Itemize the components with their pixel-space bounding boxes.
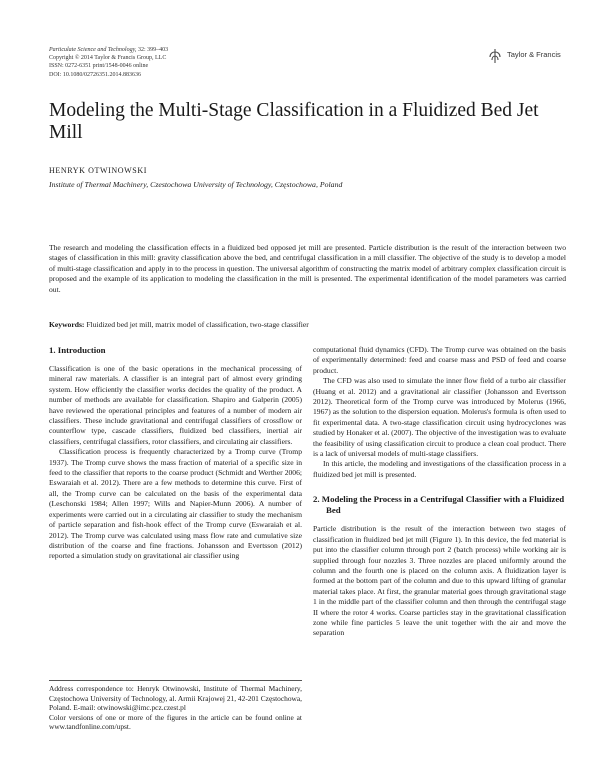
section-heading-introduction: 1. Introduction: [49, 345, 106, 355]
paragraph: Particle distribution is the result of the interaction between two stages of classification in fluidized bed jet mill (Figure 1). In this device, the fed material is put into the classifier column through port 2 (batch process) while working air is supplied through four nozzles 3. Three nozzles are placed uniformly around the column and the fourth one is placed on the column axis. A fluidization layer is formed at the bottom part of the column and due to this upward lifting of granular material takes place. At first, the granular material goes through gravitational stage 1 in the middle part of the classifier column and then through the centrifugal stage II where the rotor 4 works. Coarse particles stay in the gravitational classification zone while fine particles 5 leave the unit together with the air and move the separation: [313, 524, 566, 638]
publisher-name: Taylor & Francis: [507, 50, 561, 59]
author-affiliation: Institute of Thermal Machinery, Czestochowa University of Technology, Częstochowa, Poland: [49, 180, 343, 189]
paragraph: Classification process is frequently characterized by a Tromp curve (Tromp 1937). The Tromp curve shows the mass fraction of material of a specific size in feed to the classifier that reports to the coarse product (Schmidt and Werther 2006; Eswaraiah et al. 2012). There are a few methods to determine this curve. First of all, the Tromp curve can be calculated on the basis of the experimental data (Leschonski 1984; Allen 1997; Wills and Napier-Munn 2006). A number of experiments were carried out in a circulating air classifier to study the mechanism of particle separation and fish-hook effect of the Tromp curve (Eswaraiah et al. 2012). The Tromp curve was calculated using mass flow rate and cumulative size distribution of the coarse and fine fractions. Johansson and Evertsson (2012) reported a simulation study on gravitational air classifier using: [49, 447, 302, 561]
journal-issue: 32: 399–403: [136, 47, 169, 53]
keywords-label: Keywords:: [49, 320, 85, 329]
left-column: [49, 345, 302, 562]
keywords-text: Fluidized bed jet mill, matrix model of classification, two-stage classifier: [84, 320, 309, 329]
paragraph: The CFD was also used to simulate the inner flow field of a turbo air classifier (Huang et al. 2012) and a gravitational air classifier (Johansson and Evertsson 2012). Theoretical form of the Tromp curve was introduced by Molerus (1966, 1967) as the solution to the dispersion equation. Molerus's formula is often used to fit experimental data. A two-stage classification circuit using hydrocyclones was studied by Honaker et al. (2007). The objective of the investigation was to evaluate the feasibility of using classification circuit to produce a clean coal product. There is a lack of universal models of multi-stage classifiers.: [313, 376, 566, 459]
color-note: Color versions of one or more of the figures in the article can be found online at www.tandfonline.com/upst.: [49, 712, 302, 732]
doi-line: DOI: 10.1080/02726351.2014.883636: [49, 71, 141, 78]
publisher-logo-icon: [487, 48, 503, 64]
section-2: [313, 494, 566, 638]
paragraph: computational fluid dynamics (CFD). The Tromp curve was obtained on the basis of experimentally determined: feed and coarse mass and PSD of feed and coarse product.: [313, 345, 566, 375]
issn-line: ISSN: 0272-6351 print/1548-0046 online: [49, 63, 149, 70]
keywords: [49, 320, 566, 329]
article-title: Modeling the Multi-Stage Classification in a Fluidized Bed Jet Mill: [49, 100, 539, 143]
copyright-line: Copyright © 2014 Taylor & Francis Group, LLC: [49, 55, 167, 62]
abstract: The research and modeling the classification effects in a fluidized bed opposed jet mill are presented. Particle distribution is the result of the interaction between two stages of classification in this mill: gravity classification above the bed, and centrifugal classification in a mill classifier. The objective of the study is to develop a model of multi-stage classification and apply in to the process in question. The universal algorithm of constructing the matrix model of arbitrary complex classification circuit is proposed and the example of its application to modeling the classification in the mill is presented. The experimental identification of the model parameters was carried out.: [49, 243, 566, 294]
right-column: [313, 345, 566, 639]
journal-info: [49, 46, 349, 79]
journal-citation: [49, 46, 349, 54]
paragraph: Classification is one of the basic operations in the mechanical processing of mineral raw materials. A classifier is an integral part of almost every grinding system. How efficiently the classifier works decides the quality of the product. A number of methods are available for classification. Shapiro and Galperin (2005) have reviewed the operational principles and features of a number of modern air classifiers. These include gravitational and centrifugal classifiers of crossflow or counterflow type, cascade classifiers, fluidized bed classifiers, inertial air classifiers, centrifugal classifiers, rotor classifiers, and circulating air classifiers.: [49, 364, 302, 446]
paragraph: In this article, the modeling and investigations of the classification process in a fluidized bed jet mill is presented.: [313, 459, 566, 479]
author-name: HENRYK OTWINOWSKI: [49, 166, 147, 175]
footnote: [49, 680, 302, 732]
correspondence-address: Address correspondence to: Henryk Otwinowski, Institute of Thermal Machinery, Częstochowa University of Technology, al. Armii Krajowej 21, 42-201 Częstochowa, Poland. E-mail: otwinowski@imc.pcz.czest.pl: [49, 684, 302, 713]
publisher-logo: [487, 48, 561, 68]
journal-name: Particulate Science and Technology,: [49, 47, 137, 53]
section-heading-modeling: 2. Modeling the Process in a Centrifugal Classifier with a Fluidized Bed: [313, 494, 565, 516]
